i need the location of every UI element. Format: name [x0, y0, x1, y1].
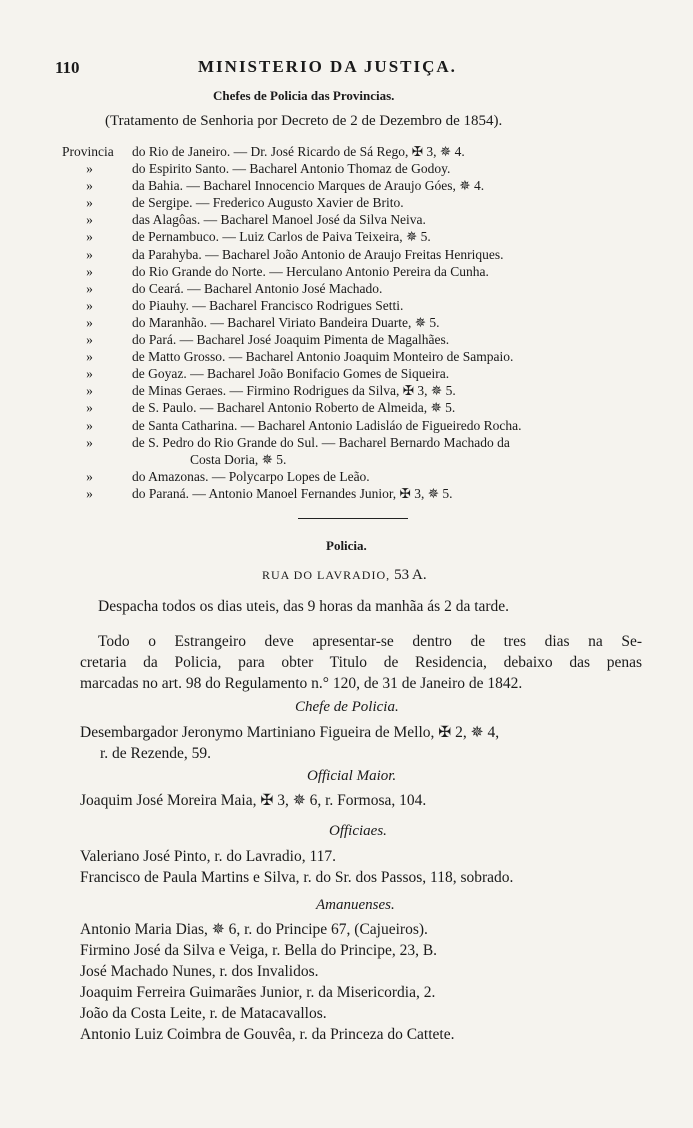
list-item: » de Matto Grosso. — Bacharel Antonio Joaquim Monteiro de Sampaio.: [86, 349, 514, 365]
list-item: Francisco de Paula Martins e Silva, r. do Sr. dos Passos, 118, sobrado.: [80, 869, 514, 886]
policia-address: [262, 567, 427, 584]
decree-note: (Tratamento de Senhoria por Decreto de 2 de Dezembro de 1854).: [105, 113, 503, 129]
list-item: » do Paraná. — Antonio Manoel Fernandes Junior, ✠ 3, ✵ 5.: [86, 485, 453, 501]
list-item: » do Espirito Santo. — Bacharel Antonio Thomaz de Godoy.: [86, 161, 451, 177]
list-item: Valeriano José Pinto, r. do Lavradio, 117.: [80, 848, 336, 865]
list-item: Provincia do Rio de Janeiro. — Dr. José Ricardo de Sá Rego, ✠ 3, ✵ 4.: [62, 144, 465, 159]
list-item: » de Goyaz. — Bacharel João Bonifacio Gomes de Siqueira.: [86, 366, 450, 382]
official-entry: Joaquim José Moreira Maia, ✠ 3, ✵ 6, r. Formosa, 104.: [80, 792, 427, 809]
policia-title: Policia.: [326, 538, 367, 553]
amanuenses-list: [80, 919, 645, 1045]
address-street: RUA DO LAVRADIO,: [262, 568, 391, 582]
chefes-list: [62, 143, 662, 502]
list-item: » da Parahyba. — Bacharel João Antonio de Araujo Freitas Henriques.: [86, 246, 504, 262]
list-item: » do Amazonas. — Polycarpo Lopes de Leão.: [86, 468, 370, 484]
officiaes-list: [80, 846, 645, 888]
running-title: MINISTERIO DA JUSTIÇA.: [198, 57, 457, 76]
list-item: » do Rio Grande do Norte. — Herculano Antonio Pereira da Cunha.: [86, 263, 489, 279]
foreigner-notice: Todo o Estrangeiro deve apresentar-se dentro de tres dias na Se- cretaria da Policia, para obter Titulo de Residencia, debaixo das penas marcadas no art. 98 do Regulamento n.° 120, de 31 de Janeiro de 1842.: [80, 633, 642, 692]
address-number: 53 A.: [394, 567, 427, 583]
list-item: » de S. Pedro do Rio Grande do Sul. — Bacharel Bernardo Machado da: [86, 434, 510, 450]
chefe-heading: Chefe de Policia.: [295, 699, 399, 715]
list-item: Joaquim Ferreira Guimarães Junior, r. da Misericordia, 2.: [80, 984, 436, 1001]
list-item: » de Minas Geraes. — Firmino Rodrigues da Silva, ✠ 3, ✵ 5.: [86, 383, 456, 399]
officiaes-heading: Officiaes.: [329, 823, 387, 839]
list-item: » do Pará. — Bacharel José Joaquim Pimenta de Magalhães.: [86, 332, 450, 348]
list-item: Antonio Luiz Coimbra de Gouvêa, r. da Princeza do Cattete.: [80, 1026, 455, 1043]
list-item: Firmino José da Silva e Veiga, r. Bella do Principe, 23, B.: [80, 942, 438, 959]
list-item: » de Pernambuco. — Luiz Carlos de Paiva Teixeira, ✵ 5.: [86, 229, 431, 245]
list-item: » de Sergipe. — Frederico Augusto Xavier de Brito.: [86, 195, 404, 211]
list-item: » das Alagôas. — Bacharel Manoel José da Silva Neiva.: [86, 212, 426, 228]
office-hours: Despacha todos os dias uteis, das 9 horas da manhãa ás 2 da tarde.: [98, 598, 510, 615]
list-item: Antonio Maria Dias, ✵ 6, r. do Principe 67, (Cajueiros).: [80, 921, 428, 938]
list-item: » de S. Paulo. — Bacharel Antonio Roberto de Almeida, ✵ 5.: [86, 400, 456, 416]
page-number: 110: [55, 58, 80, 77]
list-item-continuation: Costa Doria, ✵ 5.: [190, 451, 287, 467]
list-item: José Machado Nunes, r. dos Invalidos.: [80, 963, 319, 980]
amanuenses-heading: Amanuenses.: [316, 897, 395, 913]
list-item: » do Ceará. — Bacharel Antonio José Machado.: [86, 280, 383, 296]
section-title: Chefes de Policia das Provincias.: [213, 88, 395, 103]
official-heading: Official Maior.: [307, 768, 397, 784]
list-item: » de Santa Catharina. — Bacharel Antonio Ladisláo de Figueiredo Rocha.: [86, 417, 522, 433]
list-item: » do Maranhão. — Bacharel Viriato Bandeira Duarte, ✵ 5.: [86, 314, 440, 330]
list-item: » do Piauhy. — Bacharel Francisco Rodrigues Setti.: [86, 297, 404, 313]
chefe-entry: Desembargador Jeronymo Martiniano Figueira de Mello, ✠ 2, ✵ 4, r. de Rezende, 59.: [80, 724, 500, 762]
section-divider: [298, 518, 408, 519]
list-item: » da Bahia. — Bacharel Innocencio Marques de Araujo Góes, ✵ 4.: [86, 178, 485, 194]
list-item: João da Costa Leite, r. de Matacavallos.: [80, 1005, 327, 1022]
